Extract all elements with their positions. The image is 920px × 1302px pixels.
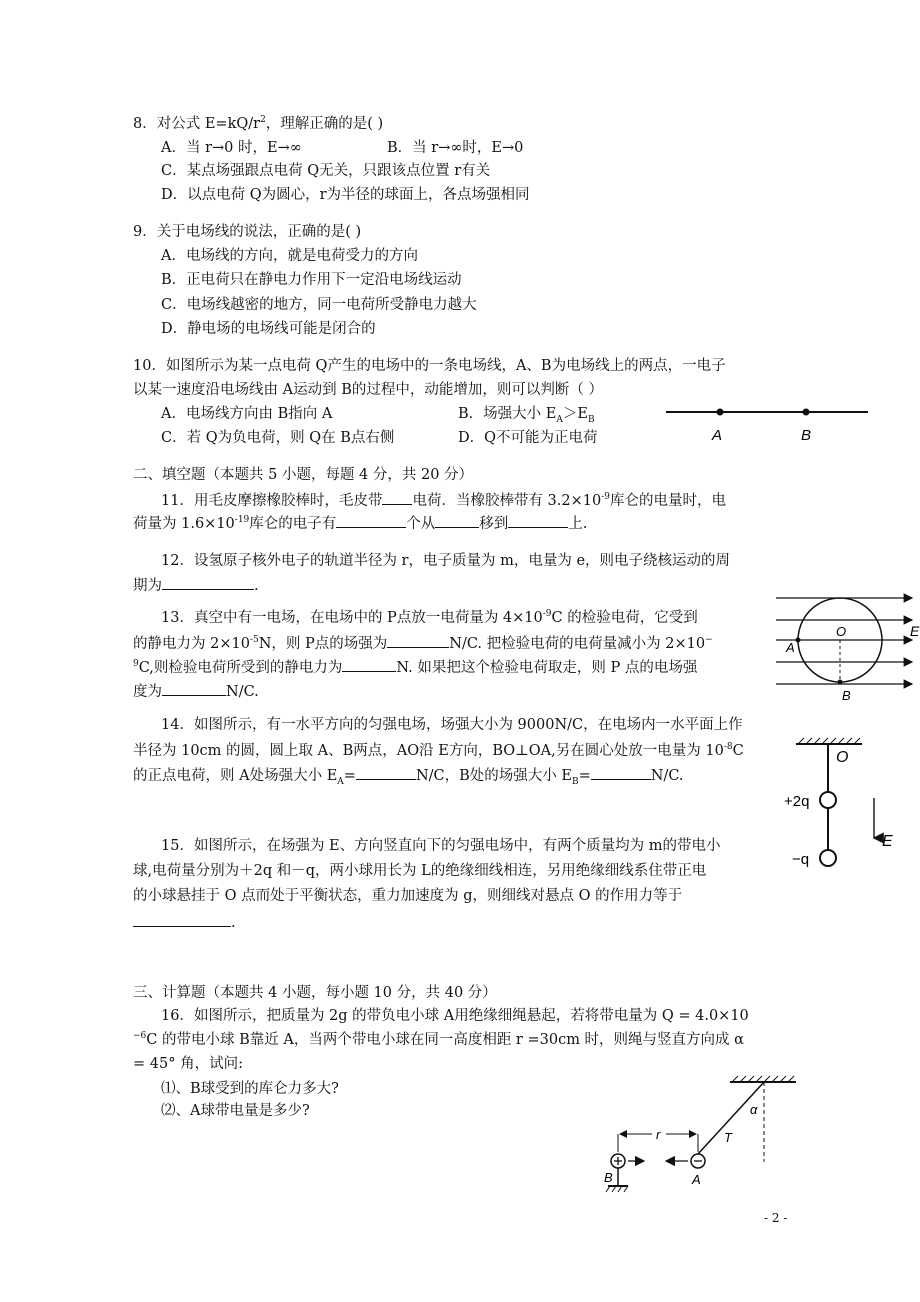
q11-line1: 11．用毛皮摩擦橡胶棒时，毛皮带 电荷．当橡胶棒带有 $3.2\times 10^{-9}$库仑的电量时，电 <box>161 490 726 511</box>
q10-field-line-figure <box>666 400 870 446</box>
q12-line2: 期为 . <box>133 575 259 596</box>
label-minus-q: −q <box>792 851 810 868</box>
q13-circle-field-figure <box>776 588 920 704</box>
q16-line3: = 45° 角，试问: <box>133 1056 243 1072</box>
q16-line2: $^{-6}$C 的带电小球 B靠近 A，当两个带电小球在同一高度相距 r =30cm 时，则绳与竖直方向成 α <box>133 1031 744 1048</box>
q14-hanging-charges-figure <box>778 740 898 870</box>
q13-line2: 的静电力为 $2\times 10^{-5}N$，则 P点的场强为 N/C. 把检验电荷的电荷量减小为 2×10− <box>133 633 713 654</box>
label-r: r <box>656 1127 661 1142</box>
q10-line2: 以某一速度沿电场线由 A运动到 B的过程中，动能增加，则可以判断（ ） <box>133 382 603 398</box>
charge-plus-2q <box>820 792 836 808</box>
label-b: B <box>842 688 851 703</box>
q9-option-d: D．静电场的电场线可能是闭合的 <box>161 321 376 337</box>
q11-line2: 荷量为 $1.6\times 10^{-19}$库仑的电子有 个从 移到 上. <box>133 513 587 534</box>
label-e: E <box>882 833 893 850</box>
q14-line2: 半径为 10cm 的圆，圆上取 A、B两点，AO沿 E方向，BO⊥OA,另在圆心处放一电量为 $10^{-8}C$ <box>133 742 744 759</box>
q16-sub1: ⑴、B球受到的库仑力多大? <box>161 1081 339 1097</box>
label-plus-2q: +2q <box>784 793 810 810</box>
point-b <box>803 409 810 416</box>
charge-minus-q <box>820 850 836 866</box>
q10-option-d: D．Q不可能为正电荷 <box>458 430 598 446</box>
q16-line1: 16．如图所示，把质量为 2g 的带负电小球 A用绝缘细绳悬起，若将带电量为 Q = 4.0×10 <box>161 1008 749 1024</box>
label-o: O <box>836 749 849 766</box>
q15-line3: 的小球悬挂于 O 点而处于平衡状态，重力加速度为 g，则细线对悬点 O 的作用力等于 <box>133 888 683 904</box>
q8-option-d: D．以点电荷 Q为圆心，r为半径的球面上，各点场强相同 <box>161 187 530 203</box>
q8-option-a: A．当 r→0 时，E→∞ <box>161 140 302 156</box>
q13-line1: 13．真空中有一电场，在电场中的 P点放一电荷量为 $4\times 10^{-9}C$ 的检验电荷，它受到 <box>161 609 698 626</box>
q9-option-c: C．电场线越密的地方，同一电荷所受静电力越大 <box>161 297 477 313</box>
q9-stem: 9．关于电场线的说法，正确的是( ) <box>133 224 362 240</box>
q15-line4: . <box>133 912 236 933</box>
q9-option-b: B．正电荷只在静电力作用下一定沿电场线运动 <box>161 272 462 288</box>
page-number: - 2 - <box>764 1211 788 1225</box>
label-e: E <box>910 623 920 639</box>
q16-sub2: ⑵、A球带电量是多少? <box>161 1103 310 1119</box>
q14-line1: 14．如图所示，有一水平方向的匀强电场，场强大小为 9000N/C，在电场内一水平面上作 <box>161 717 743 733</box>
label-o: O <box>836 624 847 639</box>
label-b: B <box>604 1170 613 1185</box>
label-a: A <box>712 427 723 444</box>
q9-option-a: A．电场线的方向，就是电荷受力的方向 <box>161 248 418 264</box>
q12-line1: 12．设氢原子核外电子的轨道半径为 r，电子质量为 m，电量为 e，则电子绕核运动的周 <box>161 553 731 569</box>
q15-line2: 球,电荷量分别为＋2q 和－q，两小球用长为 L的绝缘细线相连，另用绝缘细线系住带正电 <box>133 863 707 879</box>
label-alpha: α <box>750 1102 758 1117</box>
q16-coulomb-figure <box>600 1072 800 1200</box>
q10-option-c: C．若 Q为负电荷，则 Q在 B点右侧 <box>161 430 395 446</box>
label-a: A <box>786 640 795 655</box>
q14-line3: 的正点电荷，则 A处场强大小 $E_A= N/C$，B处的场强大小 $E_B= N/C$. <box>133 765 684 786</box>
q8-option-b: B．当 r→∞时，E→0 <box>387 140 524 156</box>
q13-line4: 度为 N/C. <box>133 681 259 702</box>
section-3-heading: 三、计算题（本题共 4 小题，每小题 10 分，共 40 分） <box>133 985 497 1001</box>
q10-line1: 10．如图所示为某一点电荷 Q产生的电场中的一条电场线，A、B为电场线上的两点，一电子 <box>133 358 726 374</box>
q8-option-c: C．某点场强跟点电荷 Q无关，只跟该点位置 r有关 <box>161 163 491 179</box>
q15-line1: 15．如图所示，在场强为 E、方向竖直向下的匀强电场中，有两个质量均为 m的带电小 <box>161 838 721 854</box>
point-a <box>796 638 801 643</box>
label-b: B <box>801 427 812 444</box>
label-tension: T <box>724 1130 732 1145</box>
label-a: A <box>692 1172 701 1187</box>
q10-option-a: A．电场线方向由 B指向 A <box>161 406 333 422</box>
point-b <box>838 680 843 685</box>
q13-line3: $^9$C,则检验电荷所受到的静电力为 N. 如果把这个检验电荷取走，则 P 点的电场强 <box>133 657 697 678</box>
section-2-heading: 二、填空题（本题共 5 小题，每题 4 分，共 20 分） <box>133 467 474 483</box>
q10-option-b: B．场强大小 $E_A>E_B$ <box>458 406 595 425</box>
q8-stem: 8．对公式 $E=kQ/r^2$，理解正确的是( ) <box>133 115 384 132</box>
point-a <box>717 409 724 416</box>
